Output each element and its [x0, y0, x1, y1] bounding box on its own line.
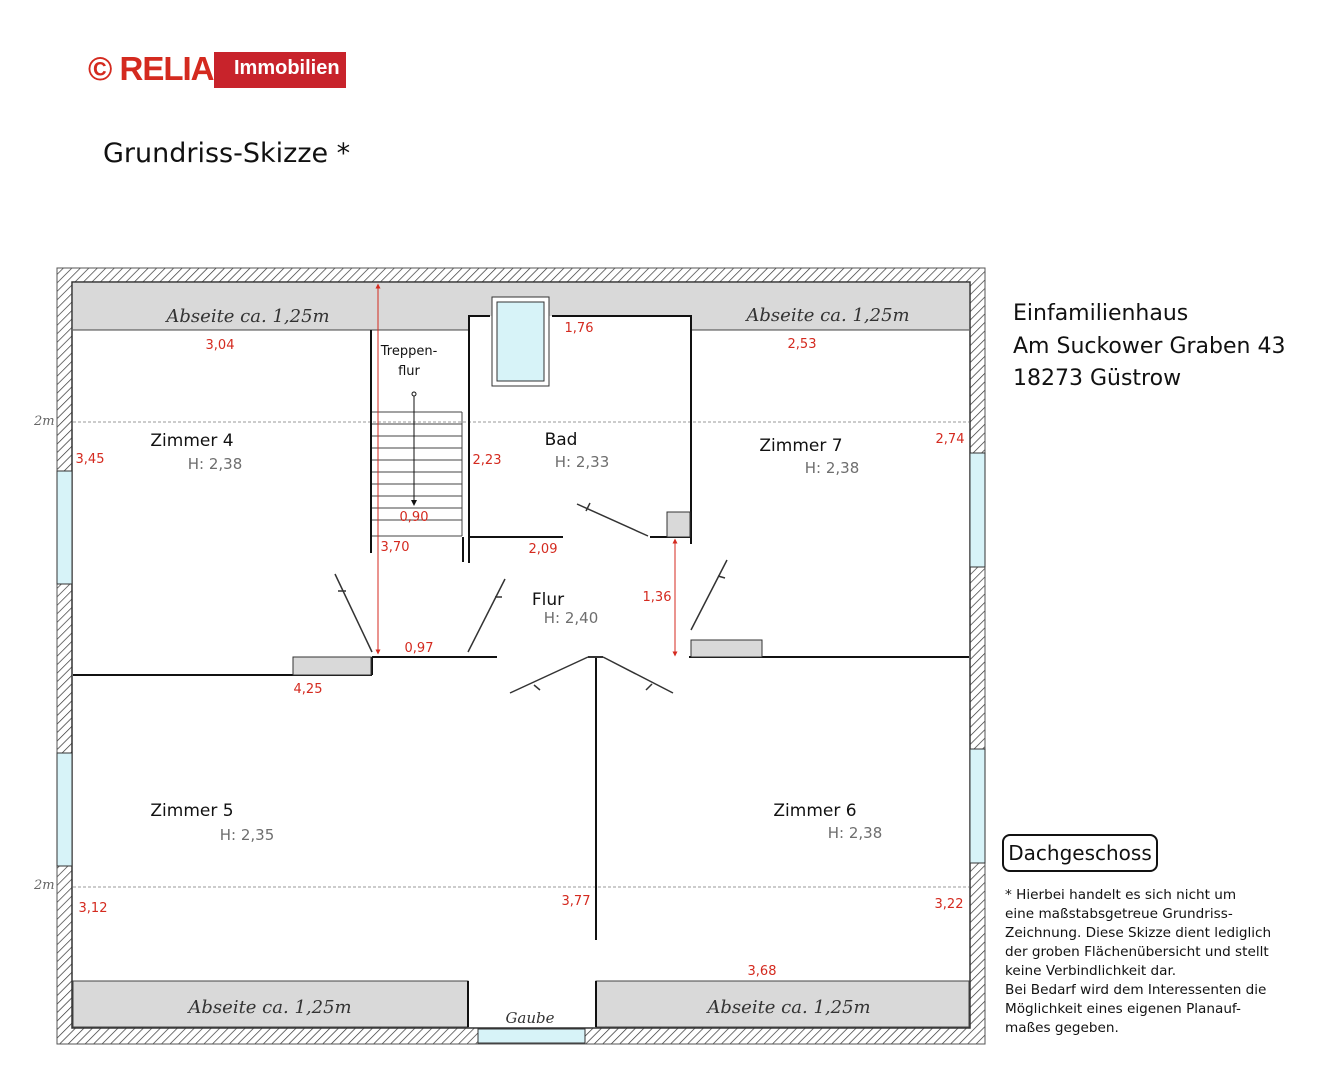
- note-line: Möglichkeit eines eigenen Planauf-: [1005, 1001, 1241, 1017]
- dimension-label: 0,97: [404, 641, 434, 656]
- dimension-label: 4,25: [293, 682, 323, 697]
- room-height-bad: H: 2,33: [554, 453, 610, 471]
- note-line: keine Verbindlichkeit dar.: [1005, 963, 1177, 979]
- note-line: Bei Bedarf wird dem Interessenten die: [1005, 982, 1267, 998]
- logo-brand-text: © RELIA: [88, 50, 214, 87]
- floor-label-badge: Dachgeschoss: [1002, 834, 1158, 872]
- room-name-bad: Bad: [544, 430, 578, 450]
- note-line: * Hierbei handelt es sich nicht um: [1005, 887, 1237, 903]
- dimension-label: 2,23: [472, 453, 502, 468]
- gaube-label: Gaube: [505, 1009, 555, 1027]
- two-meter-mark-bottom: 2m: [34, 878, 55, 893]
- dimension-label: 1,76: [564, 321, 594, 336]
- dimension-label: 2,09: [528, 542, 558, 557]
- abseite-label-top-left: Abseite ca. 1,25m: [166, 306, 330, 327]
- room-name-flur: Flur: [531, 590, 565, 610]
- dimension-label: 3,12: [78, 901, 108, 916]
- page-title: Grundriss-Skizze *: [103, 138, 351, 169]
- address-line-2: Am Suckower Graben 43: [1013, 333, 1286, 359]
- note-line: der groben Flächenübersicht und stellt: [1005, 944, 1269, 960]
- dimension-label: 0,90: [399, 510, 429, 525]
- note-line: maßes gegeben.: [1005, 1020, 1119, 1036]
- note-line: eine maßstabsgetreue Grundriss-: [1005, 906, 1233, 922]
- room-height-zimmer-6: H: 2,38: [827, 824, 883, 842]
- room-name-zimmer-4: Zimmer 4: [150, 431, 234, 451]
- dimension-label: 3,04: [205, 338, 235, 353]
- room-height-zimmer-4: H: 2,38: [187, 455, 243, 473]
- dimension-label: 3,68: [747, 964, 777, 979]
- dimension-label: 3,22: [934, 897, 964, 912]
- stair-label-line-1: Treppen-: [380, 344, 438, 359]
- note-line: Zeichnung. Diese Skizze dient lediglich: [1005, 925, 1272, 941]
- address-line-3: 18273 Güstrow: [1013, 366, 1182, 391]
- room-height-flur: H: 2,40: [543, 609, 599, 627]
- dimension-label: 3,77: [561, 894, 591, 909]
- two-meter-mark-top: 2m: [34, 414, 55, 429]
- abseite-label-top-right: Abseite ca. 1,25m: [746, 305, 910, 326]
- dimension-label: 3,45: [75, 452, 105, 467]
- room-height-zimmer-5: H: 2,35: [219, 826, 275, 844]
- address-line-1: Einfamilienhaus: [1013, 301, 1189, 326]
- room-name-zimmer-6: Zimmer 6: [773, 801, 857, 821]
- abseite-label-bottom-right: Abseite ca. 1,25m: [707, 997, 871, 1018]
- logo-tagline: Immobilien: [234, 57, 340, 79]
- dimension-label: 2,74: [935, 432, 965, 447]
- abseite-label-bottom-left: Abseite ca. 1,25m: [188, 997, 352, 1018]
- room-name-zimmer-7: Zimmer 7: [759, 436, 843, 456]
- dimension-label: 2,53: [787, 337, 817, 352]
- room-name-zimmer-5: Zimmer 5: [150, 801, 234, 821]
- dimension-label: 1,36: [642, 590, 672, 605]
- room-height-zimmer-7: H: 2,38: [804, 459, 860, 477]
- dimension-label: 3,70: [380, 540, 410, 555]
- stair-label-line-2: flur: [398, 364, 420, 379]
